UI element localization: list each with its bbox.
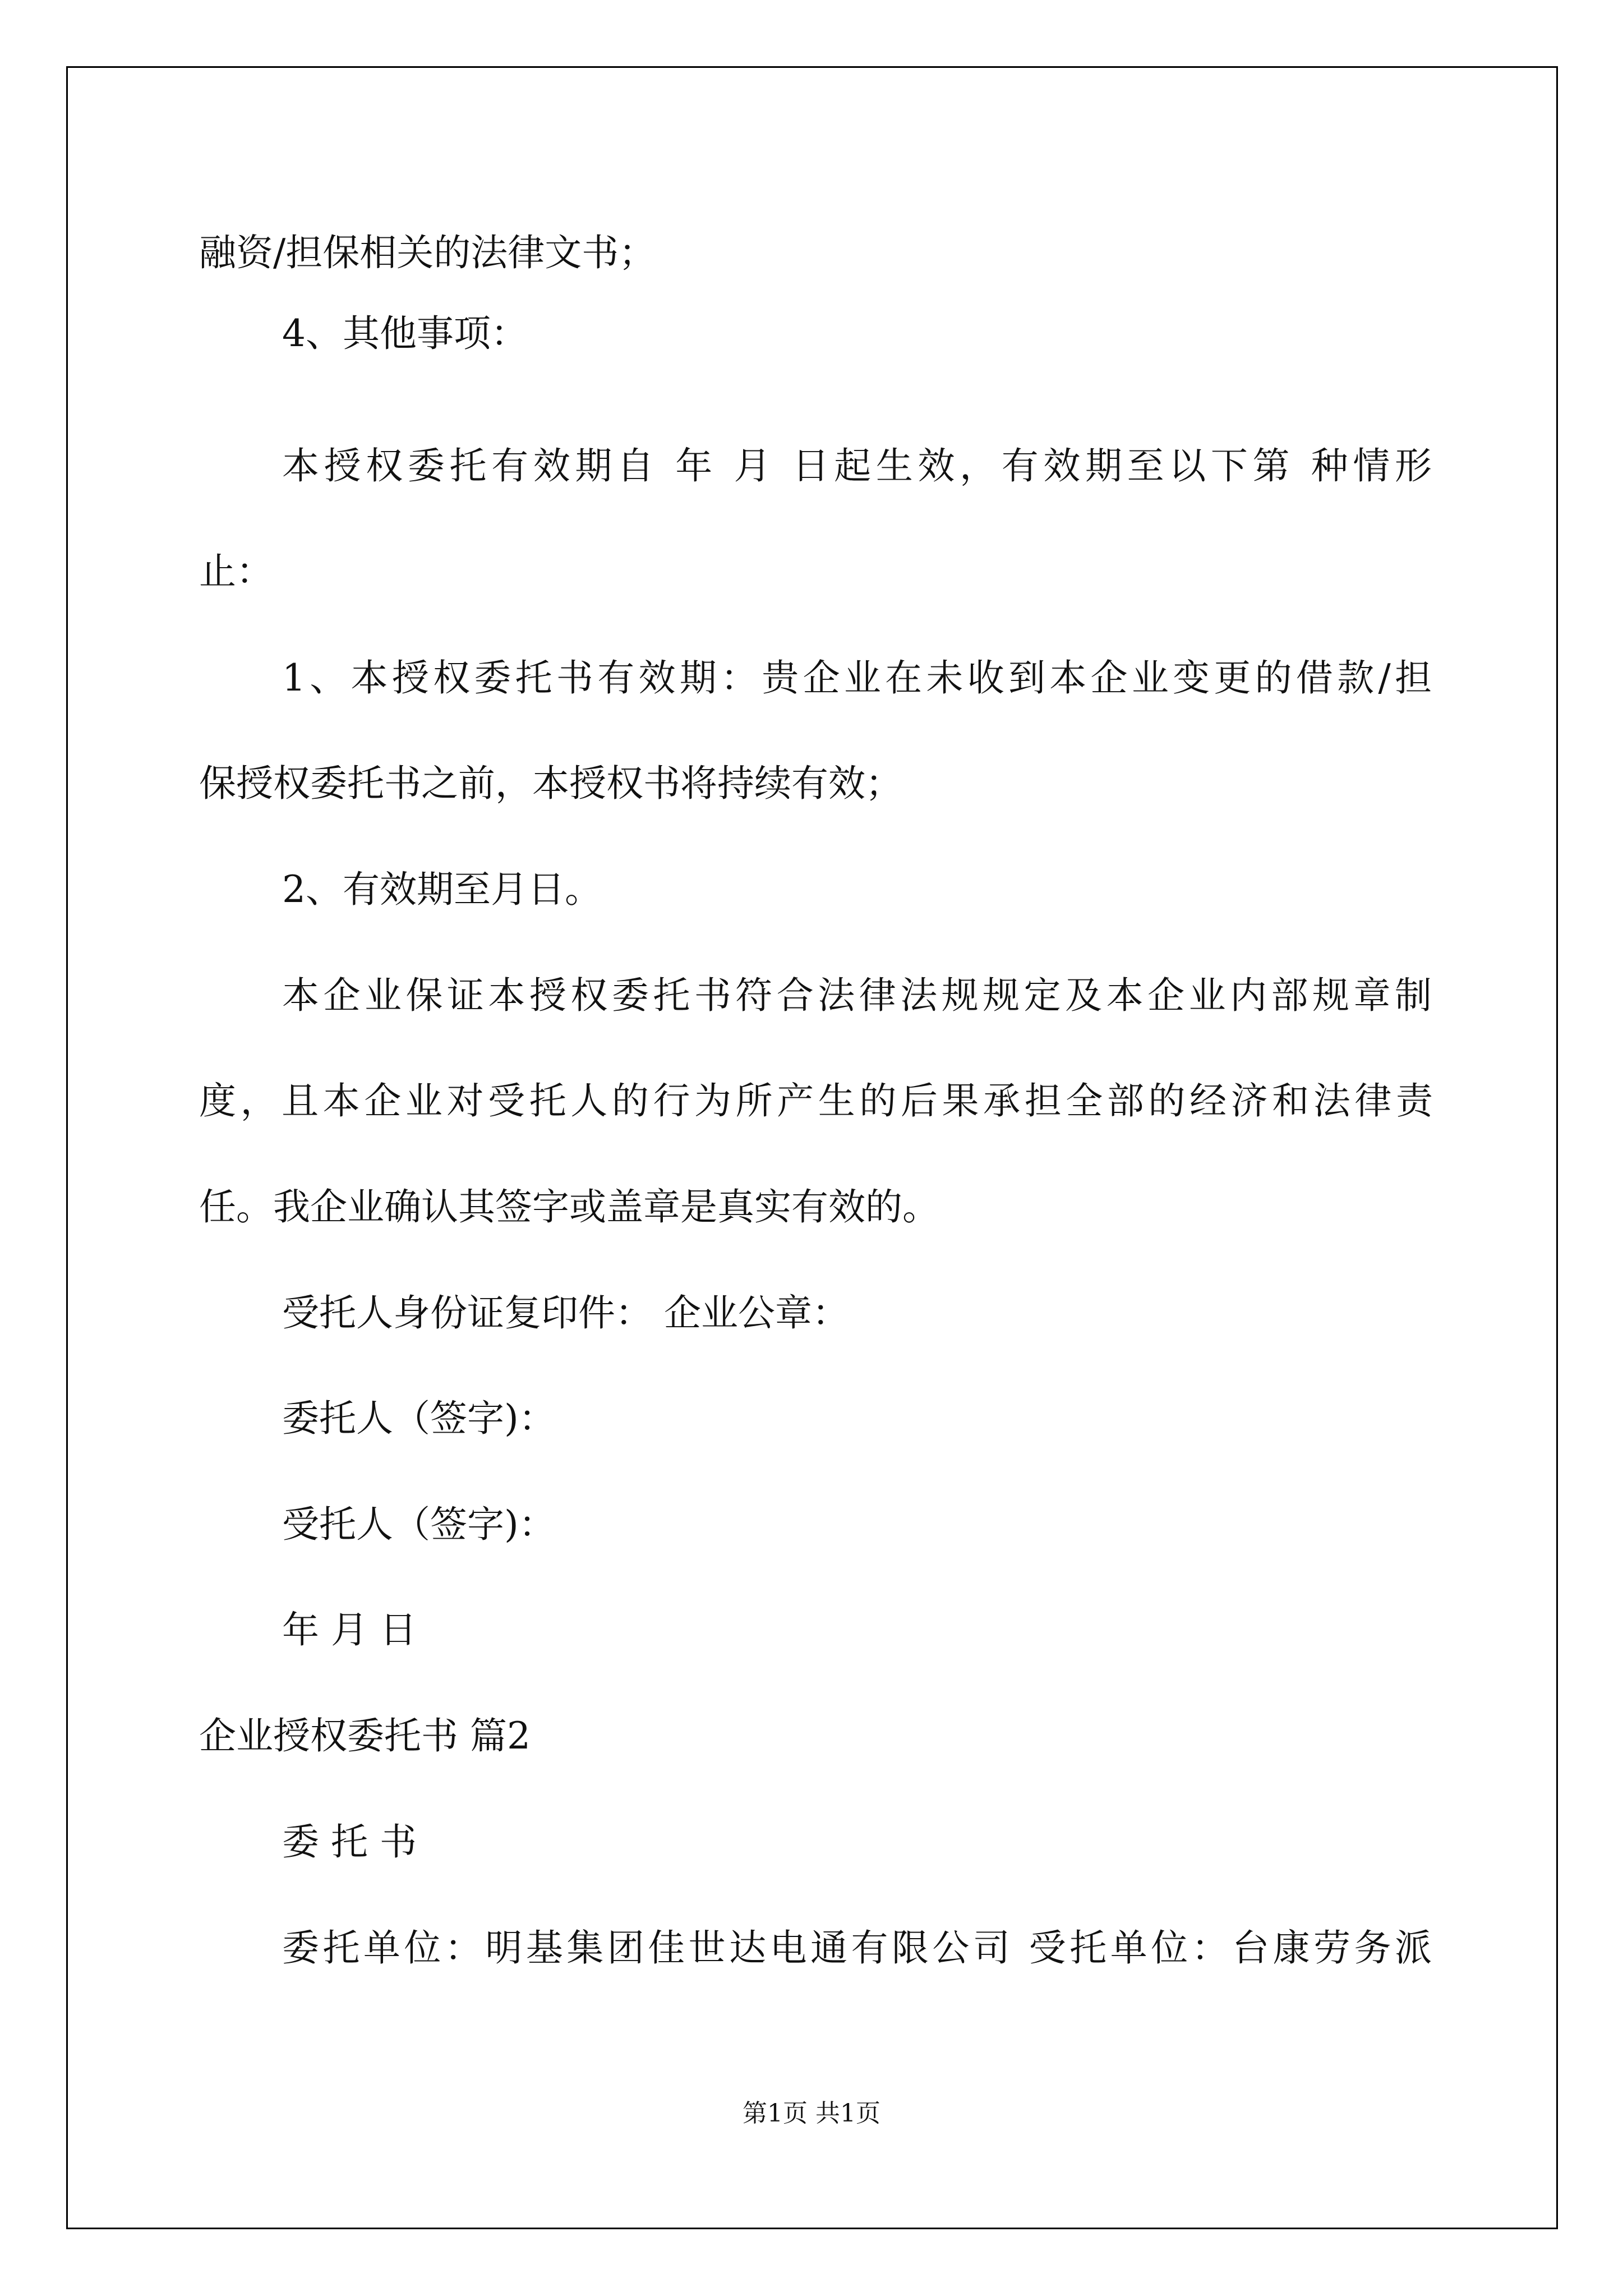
body-line: 委托单位：明基集团佳世达电通有限公司 受托单位：台康劳务派 [282,1926,1432,1970]
body-line: 2、有效期至月日。 [282,868,602,911]
page-footer: 第1页 共1页 [743,2099,880,2128]
document-heading: 委 托 书 [282,1820,417,1864]
signature-field-line: 受托人（签字)： [282,1503,556,1546]
body-line: 止： [199,550,273,593]
section-title: 企业授权委托书 篇2 [199,1714,531,1757]
body-line: 保授权委托书之前，本授权书将持续有效； [199,762,902,805]
page-frame [66,66,1558,2229]
body-line: 融资/担保相关的法律文书； [199,231,656,274]
section-item-heading: 4、其他事项： [282,312,528,355]
body-line: 度，且本企业对受托人的行为所产生的后果承担全部的经济和法律责 [199,1079,1433,1122]
body-line: 任。我企业确认其签字或盖章是真实有效的。 [199,1185,939,1228]
body-line: 本授权委托有效期自 年 月 日起生效，有效期至以下第 种情形 [282,444,1432,487]
signature-field-line: 受托人身份证复印件： 企业公章： [282,1291,849,1335]
date-line: 年 月 日 [282,1608,417,1651]
signature-field-line: 委托人（签字)： [282,1397,556,1440]
body-line: 本企业保证本授权委托书符合法律法规规定及本企业内部规章制 [282,974,1432,1017]
body-line: 1、本授权委托书有效期：贵企业在未收到本企业变更的借款/担 [282,656,1432,700]
